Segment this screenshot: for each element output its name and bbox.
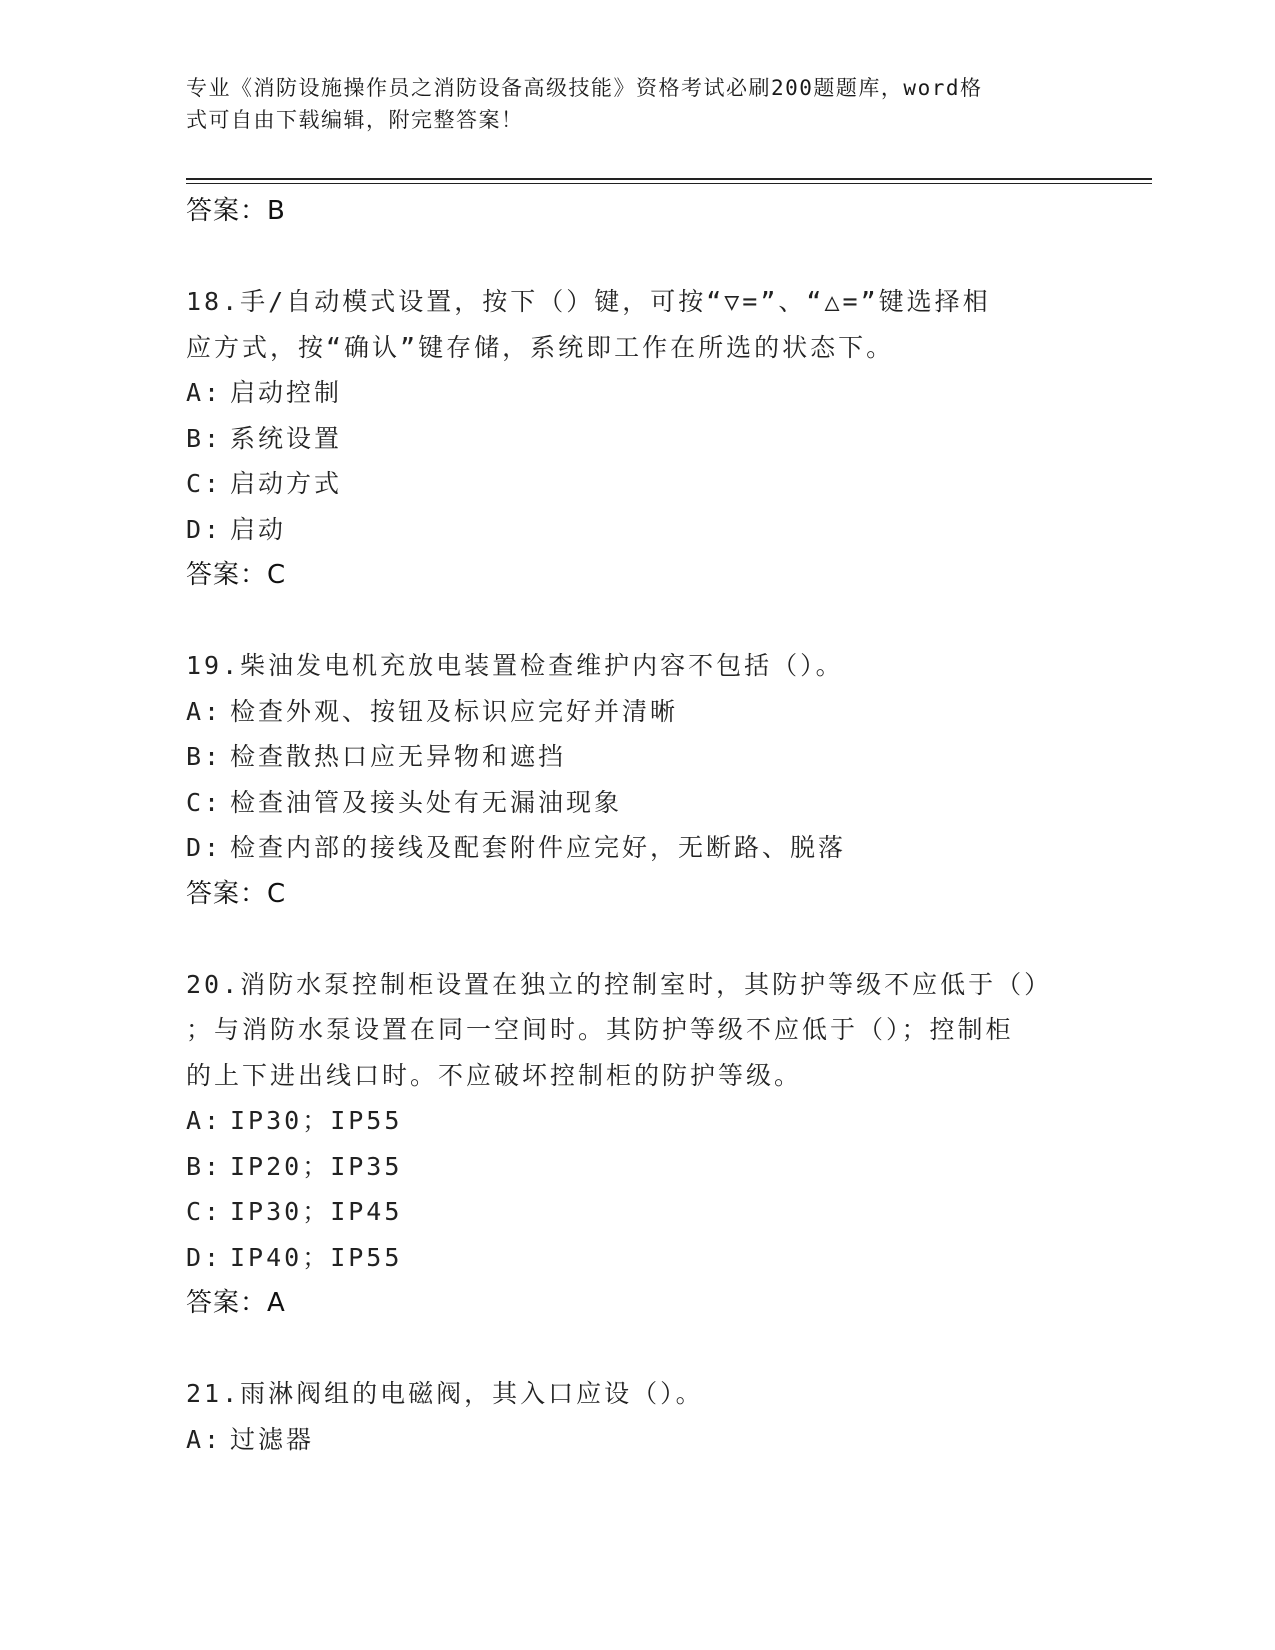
option-text: 检查散热口应无异物和遮挡 — [230, 742, 567, 771]
option-c — [186, 780, 1086, 826]
option-key: A: — [186, 378, 223, 407]
option-a — [186, 689, 1086, 735]
question-text-line: 应方式，按“确认”键存储，系统即工作在所选的状态下。 — [186, 332, 895, 362]
option-key: A: — [186, 1424, 223, 1454]
option-text: 系统设置 — [230, 423, 343, 453]
answer-value: C — [267, 560, 287, 590]
answer-label: 答案： — [186, 1288, 268, 1318]
option-text: 检查油管及接头处有无漏油现象 — [230, 787, 623, 817]
option-text: 启动方式 — [230, 469, 343, 498]
question-text-line: 20.消防水泵控制柜设置在独立的控制室时，其防护等级不应低于（） — [186, 969, 1053, 999]
spacer — [186, 234, 1086, 279]
page-header — [186, 72, 1066, 136]
option-key: C: — [186, 469, 223, 498]
question-20 — [186, 962, 1086, 1327]
answer-prev — [186, 188, 1086, 234]
header-line-1: 专业《消防设施操作员之消防设备高级技能》资格考试必刷200题题库，word格 — [186, 76, 983, 100]
option-a — [186, 370, 1086, 416]
answer-value: A — [267, 1288, 286, 1318]
option-text: IP30；IP45 — [230, 1197, 403, 1226]
question-list — [186, 188, 1086, 1462]
question-text-line: 的上下进出线口时。不应破坏控制柜的防护等级。 — [186, 1060, 803, 1090]
option-key: C: — [186, 787, 223, 817]
question-19 — [186, 643, 1086, 917]
answer-20 — [186, 1280, 1086, 1326]
answer-label: 答案： — [186, 560, 268, 590]
question-text-line: 19.柴油发电机充放电装置检查维护内容不包括（）。 — [186, 651, 844, 680]
question-text-line: ；与消防水泵设置在同一空间时。其防护等级不应低于（）；控制柜 — [186, 1015, 1014, 1044]
option-a — [186, 1098, 1086, 1144]
option-c — [186, 1189, 1086, 1235]
option-text: 检查内部的接线及配套附件应完好，无断路、脱落 — [230, 833, 847, 862]
option-text: 过滤器 — [230, 1424, 315, 1454]
option-b — [186, 734, 1086, 780]
option-text: IP20；IP35 — [230, 1151, 403, 1181]
option-text: IP30；IP55 — [230, 1106, 403, 1135]
option-key: B: — [186, 423, 223, 453]
option-d — [186, 825, 1086, 871]
option-key: B: — [186, 1151, 223, 1181]
header-rule-thin — [186, 183, 1152, 184]
question-text-line: 18.手/自动模式设置，按下（）键，可按“▽=”、“△=”键选择相 — [186, 287, 991, 316]
option-key: D: — [186, 514, 223, 544]
answer-18 — [186, 552, 1086, 598]
option-key: D: — [186, 1242, 223, 1272]
spacer — [186, 1326, 1086, 1371]
question-18 — [186, 279, 1086, 598]
option-key: C: — [186, 1197, 223, 1226]
option-key: A: — [186, 1106, 223, 1135]
spacer — [186, 917, 1086, 962]
spacer — [186, 598, 1086, 643]
option-d — [186, 507, 1086, 553]
option-d — [186, 1235, 1086, 1281]
answer-value: B — [267, 196, 286, 226]
option-key: B: — [186, 742, 223, 771]
answer-label: 答案： — [186, 878, 268, 909]
question-text-line: 21.雨淋阀组的电磁阀，其入口应设（）。 — [186, 1379, 704, 1408]
answer-label: 答案： — [186, 196, 268, 226]
answer-value: C — [267, 878, 287, 909]
answer-19 — [186, 871, 1086, 917]
option-key: D: — [186, 833, 223, 862]
option-text: IP40；IP55 — [230, 1242, 403, 1272]
option-text: 启动 — [230, 514, 287, 544]
option-b — [186, 416, 1086, 462]
option-b — [186, 1144, 1086, 1190]
option-c — [186, 461, 1086, 507]
header-rule-thick — [186, 178, 1152, 180]
option-text: 检查外观、按钮及标识应完好并清晰 — [230, 696, 679, 726]
question-21 — [186, 1371, 1086, 1462]
option-text: 启动控制 — [230, 378, 343, 407]
option-key: A: — [186, 696, 223, 726]
header-line-2: 式可自由下载编辑，附完整答案！ — [186, 108, 524, 132]
option-a — [186, 1417, 1086, 1463]
